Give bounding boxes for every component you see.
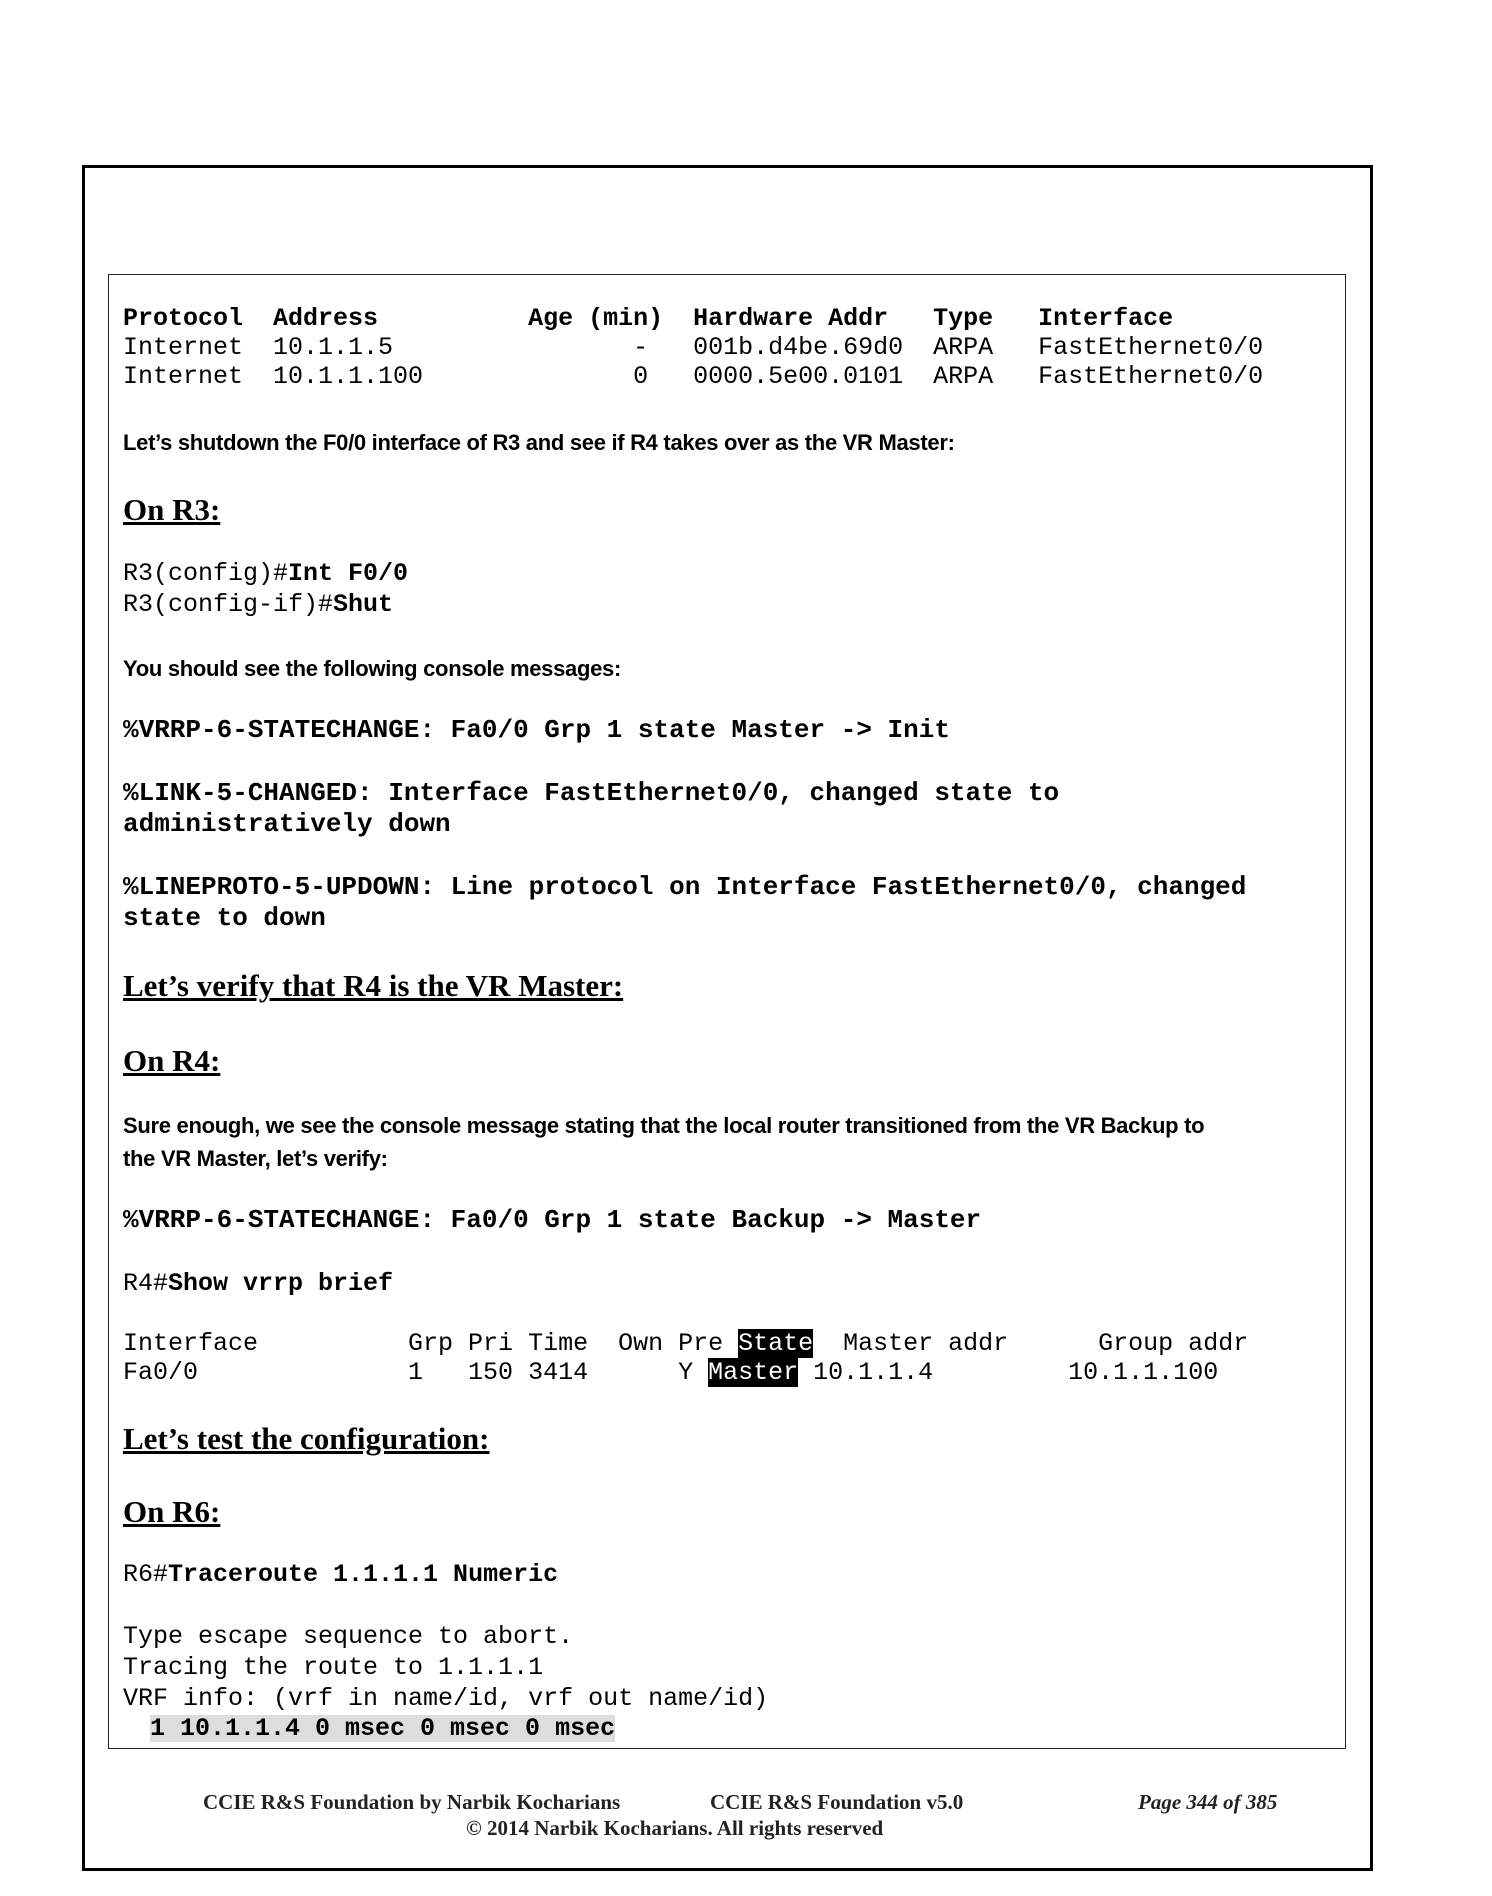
heading-on-r3: On R3: — [123, 492, 221, 527]
footer-title: CCIE R&S Foundation by Narbik Kocharians — [203, 1790, 621, 1814]
prompt: R3(config-if)# — [123, 590, 334, 619]
trace-line: VRF info: (vrf in name/id, vrf out name/id) — [123, 1684, 769, 1713]
state-highlight: Master — [708, 1358, 799, 1387]
console-message: administratively down — [123, 809, 451, 839]
arp-row: Internet 10.1.1.100 0 0000.5e00.0101 ARPA FastEthernet0/0 — [123, 362, 1264, 391]
state-highlight: State — [738, 1329, 814, 1358]
prompt: R6# — [123, 1560, 169, 1589]
command: Shut — [333, 590, 394, 619]
copyright: © 2014 Narbik Kocharians. All rights reserved — [466, 1816, 884, 1840]
paragraph: Let’s shutdown the F0/0 interface of R3 and see if R4 takes over as the VR Master: — [123, 430, 955, 455]
vrrp-header-text: Interface Grp Pri Time Own Pre — [123, 1329, 739, 1358]
trace-line: Type escape sequence to abort. — [123, 1622, 574, 1651]
console-message: state to down — [123, 903, 326, 933]
heading-test: Let’s test the configuration: — [123, 1421, 490, 1456]
paragraph: You should see the following console messages: — [123, 656, 622, 681]
trace-hop: 1 10.1.1.4 0 msec 0 msec 0 msec — [150, 1714, 616, 1743]
vrrp-row-text: 10.1.1.4 10.1.1.100 — [798, 1358, 1219, 1387]
console-message: %LINEPROTO-5-UPDOWN: Line protocol on Interface FastEthernet0/0, changed — [123, 872, 1247, 902]
command: Show vrrp brief — [168, 1269, 394, 1298]
prompt: R4# — [123, 1269, 169, 1298]
vrrp-row-text: Fa0/0 1 150 3414 Y — [123, 1358, 709, 1387]
console-message: %VRRP-6-STATECHANGE: Fa0/0 Grp 1 state Backup -> Master — [123, 1205, 982, 1235]
heading-verify: Let’s verify that R4 is the VR Master: — [123, 968, 624, 1003]
heading-on-r4: On R4: — [123, 1043, 221, 1078]
console-message: %VRRP-6-STATECHANGE: Fa0/0 Grp 1 state Master -> Init — [123, 715, 950, 745]
arp-row: Internet 10.1.1.5 - 001b.d4be.69d0 ARPA FastEthernet0/0 — [123, 333, 1264, 362]
page-number: Page 344 of 385 — [1138, 1790, 1278, 1814]
console-message: %LINK-5-CHANGED: Interface FastEthernet0/0, changed state to — [123, 778, 1060, 808]
vrrp-row — [123, 1360, 1218, 1385]
paragraph: Sure enough, we see the console message stating that the local router transitioned from the VR Backup to — [123, 1113, 1205, 1138]
vrrp-header — [123, 1331, 1248, 1356]
trace-line: Tracing the route to 1.1.1.1 — [123, 1653, 544, 1682]
footer-version: CCIE R&S Foundation v5.0 — [710, 1790, 964, 1814]
arp-header: Protocol Address Age (min) Hardware Addr Type Interface — [123, 304, 1174, 333]
vrrp-header-text: Master addr Group addr — [813, 1329, 1249, 1358]
paragraph: the VR Master, let’s verify: — [123, 1146, 388, 1171]
content-box — [108, 274, 1346, 1749]
prompt: R3(config)# — [123, 559, 289, 588]
command: Traceroute 1.1.1.1 Numeric — [168, 1560, 559, 1589]
heading-on-r6: On R6: — [123, 1494, 221, 1529]
command: Int F0/0 — [288, 559, 409, 588]
